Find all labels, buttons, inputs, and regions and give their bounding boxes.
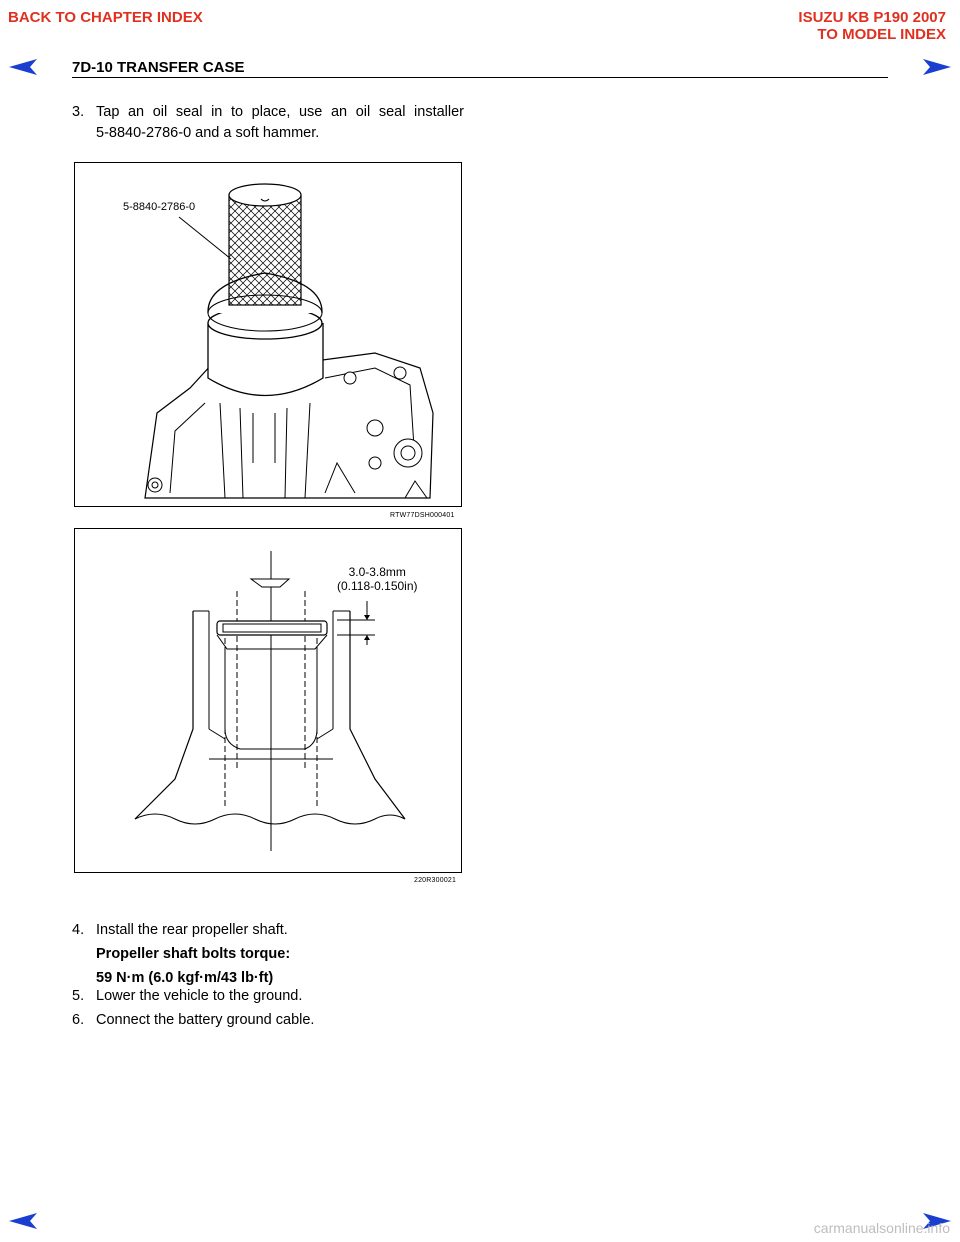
step-4	[72, 920, 290, 989]
dimension-mm: 3.0-3.8mm	[348, 565, 406, 579]
seal-depth-dimension	[337, 565, 418, 593]
figure-oil-seal-installer	[74, 162, 462, 507]
previous-page-arrow-bottom-icon[interactable]	[8, 1212, 38, 1230]
next-page-arrow-icon[interactable]	[922, 58, 952, 76]
figure-1-id: RTW77DSH000401	[390, 512, 455, 519]
step-6-number: 6.	[72, 1012, 85, 1028]
model-index-block[interactable]	[798, 9, 946, 43]
torque-spec-title: Propeller shaft bolts torque:	[96, 946, 291, 962]
tool-callout-label: 5-8840-2786-0	[123, 201, 196, 213]
step-5	[72, 986, 302, 1007]
figure-seal-depth	[74, 528, 462, 873]
to-model-index-link[interactable]: TO MODEL INDEX	[817, 26, 946, 43]
watermark: carmanualsonline.info	[813, 1220, 950, 1236]
step-3	[72, 102, 464, 144]
step-6-text: Connect the battery ground cable.	[96, 1012, 315, 1028]
model-title: ISUZU KB P190 2007	[798, 9, 946, 26]
step-5-number: 5.	[72, 988, 85, 1004]
figure-2-id: 220R300021	[414, 877, 457, 884]
installer-illustration	[75, 163, 461, 506]
step-6	[72, 1010, 314, 1031]
header-rule	[72, 77, 888, 78]
torque-spec-value: 59 N·m (6.0 kgf·m/43 lb·ft)	[96, 970, 274, 986]
step-5-text: Lower the vehicle to the ground.	[96, 988, 303, 1004]
step-4-text: Install the rear propeller shaft.	[96, 922, 288, 938]
dimension-in: (0.118-0.150in)	[337, 579, 418, 593]
page-title: 7D-10 TRANSFER CASE	[72, 59, 245, 76]
step-3-line2: 5-8840-2786-0 and a soft hammer.	[96, 125, 320, 141]
back-to-chapter-index-link[interactable]: BACK TO CHAPTER INDEX	[8, 9, 203, 26]
step-3-line1: Tap an oil seal in to place, use an oil seal installer	[96, 104, 464, 120]
step-3-number: 3.	[72, 104, 85, 120]
step-4-number: 4.	[72, 922, 85, 938]
previous-page-arrow-icon[interactable]	[8, 58, 38, 76]
